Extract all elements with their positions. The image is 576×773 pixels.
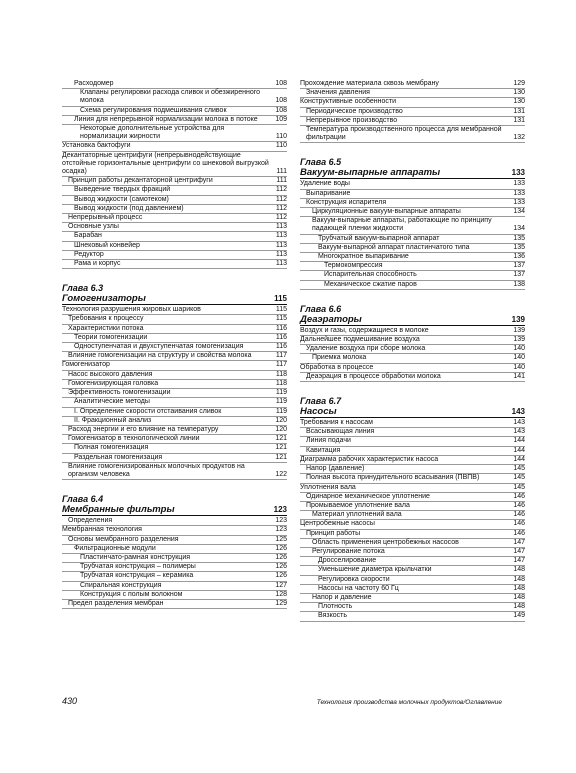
- toc-entry-title: Непрерывный процесс: [68, 214, 143, 222]
- toc-entry-page: 134: [513, 225, 525, 233]
- toc-entry-page: 119: [275, 407, 287, 415]
- toc-entry: [62, 352, 287, 361]
- toc-entry: [62, 389, 287, 398]
- toc-entry-page: 143: [513, 419, 525, 427]
- toc-entry-page: 137: [513, 262, 525, 270]
- chapter-title: Насосы: [300, 406, 337, 418]
- toc-entry: [300, 557, 525, 566]
- chapter-page: 115: [274, 294, 287, 304]
- chapter-label: Глава 6.7: [300, 396, 342, 407]
- toc-entry: [62, 205, 287, 214]
- toc-entry-title: Выпаривание: [306, 189, 351, 197]
- toc-entry-title: Насос высокого давления: [68, 370, 153, 378]
- toc-entry: [300, 108, 525, 117]
- toc-group-left2: [62, 306, 287, 480]
- toc-entry: [62, 380, 287, 389]
- toc-entry-page: 125: [275, 535, 287, 543]
- toc-entry: [300, 539, 525, 548]
- toc-entry-page: 131: [513, 116, 525, 124]
- toc-entry: [62, 563, 287, 572]
- toc-entry-page: 113: [275, 241, 287, 249]
- toc-entry-page: 110: [275, 142, 287, 150]
- toc-entry: [62, 107, 287, 116]
- toc-entry: [300, 327, 525, 336]
- toc-entry-page: 148: [513, 593, 525, 601]
- toc-entry-page: 112: [275, 195, 287, 203]
- toc-entry: [300, 511, 525, 520]
- toc-entry-page: 113: [275, 260, 287, 268]
- toc-entry: [62, 408, 287, 417]
- toc-entry-title: Напор (давление): [306, 465, 365, 473]
- toc-entry-page: 121: [275, 453, 287, 461]
- toc-entry: [62, 242, 287, 251]
- chapter-title: Деаэраторы: [300, 313, 362, 325]
- toc-entry-title: Дальнейшее подмешивание воздуха: [300, 336, 420, 344]
- toc-entry: [300, 520, 525, 529]
- toc-entry-page: 140: [513, 345, 525, 353]
- toc-entry-page: 149: [513, 612, 525, 620]
- toc-entry-title: Кавитация: [306, 446, 341, 454]
- toc-entry: [300, 126, 525, 143]
- toc-entry-page: 126: [275, 544, 287, 552]
- toc-entry-page: 113: [275, 223, 287, 231]
- toc-entry-title: Периодическое производство: [306, 107, 403, 115]
- toc-entry-page: 122: [275, 470, 287, 478]
- toc-group-left: [62, 80, 287, 269]
- toc-entry-title: Технология разрушения жировых шариков: [62, 306, 201, 314]
- toc-entry-page: 139: [513, 326, 525, 334]
- toc-entry-title: Требования к насосам: [300, 419, 373, 427]
- toc-entry-title: Принцип работы: [306, 529, 361, 537]
- toc-entry-page: 139: [513, 336, 525, 344]
- toc-left-column: [62, 80, 287, 609]
- toc-entry-page: 118: [275, 379, 287, 387]
- toc-entry: [300, 456, 525, 465]
- toc-entry-page: 134: [513, 208, 525, 216]
- toc-entry: [62, 517, 287, 526]
- toc-entry-title: Влияние гомогенизации на структуру и свойства молока: [68, 352, 252, 360]
- toc-entry-title: Плотность: [318, 603, 353, 611]
- toc-entry: [300, 190, 525, 199]
- toc-entry: [300, 465, 525, 474]
- chapter-title-row: [300, 167, 525, 179]
- toc-entry-title: Предел разделения мембран: [68, 599, 164, 607]
- toc-entry-title: Принцип работы декантаторной центрифуги: [68, 177, 213, 185]
- toc-entry-page: 136: [513, 253, 525, 261]
- toc-entry-page: 147: [513, 547, 525, 555]
- toc-entry-title: Конструкция с полым волокном: [80, 590, 183, 598]
- toc-entry-page: 131: [513, 107, 525, 115]
- toc-entry-title: Обработка в процессе: [300, 363, 374, 371]
- toc-entry-title: Линия подачи: [306, 437, 351, 445]
- toc-entry-title: Всасывающая линия: [306, 428, 375, 436]
- toc-entry-page: 130: [513, 89, 525, 97]
- toc-entry-title: Вакуум-выпарной аппарат пластинчатого типа: [318, 243, 470, 251]
- toc-entry-page: 115: [275, 315, 287, 323]
- toc-entry-page: 123: [275, 517, 287, 525]
- toc-entry-title: Одинарное механическое уплотнение: [306, 492, 430, 500]
- toc-entry: [300, 364, 525, 373]
- toc-entry: [62, 361, 287, 370]
- chapter-title: Вакуум-выпарные аппараты: [300, 167, 441, 179]
- toc-entry-page: 108: [275, 106, 287, 114]
- toc-entry: [62, 343, 287, 352]
- toc-entry-page: 132: [513, 134, 525, 142]
- toc-entry: [300, 585, 525, 594]
- toc-entry: [300, 354, 525, 363]
- toc-entry-title: Трубчатая конструкция – керамика: [80, 572, 194, 580]
- toc-entry-page: 129: [275, 599, 287, 607]
- toc-entry-page: 133: [513, 189, 525, 197]
- toc-entry-page: 144: [513, 455, 525, 463]
- toc-entry-page: 126: [275, 572, 287, 580]
- toc-entry: [300, 80, 525, 89]
- toc-entry: [62, 582, 287, 591]
- toc-entry-page: 108: [275, 97, 287, 105]
- chapter-label: Глава 6.4: [62, 494, 104, 505]
- toc-entry-page: 148: [513, 566, 525, 574]
- toc-entry: [62, 334, 287, 343]
- toc-entry-page: 121: [275, 435, 287, 443]
- toc-entry: [300, 576, 525, 585]
- toc-entry: [300, 271, 525, 280]
- toc-entry: [62, 545, 287, 554]
- toc-entry: [300, 373, 525, 382]
- toc-entry-title: II. Фракционный анализ: [74, 416, 152, 424]
- toc-entry-title: Характеристики потока: [68, 324, 144, 332]
- chapter-title-row: [300, 314, 525, 326]
- toc-entry-title: Пластинчато-рамная конструкция: [80, 553, 191, 561]
- toc-entry-page: 120: [275, 416, 287, 424]
- toc-group-right3: [300, 327, 525, 382]
- toc-entry: [62, 444, 287, 453]
- toc-entry: [300, 199, 525, 208]
- toc-entry-title: Раздельная гомогенизация: [74, 453, 163, 461]
- toc-entry-page: 130: [513, 98, 525, 106]
- toc-entry-title: Механическое сжатие паров: [324, 280, 417, 288]
- toc-entry-page: 137: [513, 271, 525, 279]
- toc-entry-page: 121: [275, 444, 287, 452]
- toc-entry: [62, 417, 287, 426]
- toc-entry-page: 146: [513, 529, 525, 537]
- toc-entry-title: Установка бактофуги: [62, 142, 131, 150]
- toc-entry: [62, 80, 287, 89]
- toc-entry-page: 148: [513, 584, 525, 592]
- toc-entry-title: Диаграмма рабочих характеристик насоса: [300, 455, 439, 463]
- toc-entry: [300, 180, 525, 189]
- toc-group-left3: [62, 517, 287, 609]
- toc-entry-title: Удаление воды: [300, 180, 350, 188]
- toc-entry-title: Конструкция испарителя: [306, 198, 387, 206]
- chapter-title-row: [62, 504, 287, 516]
- toc-entry: [62, 232, 287, 241]
- toc-entry-page: 147: [513, 538, 525, 546]
- toc-entry: [62, 554, 287, 563]
- toc-entry: [300, 474, 525, 483]
- toc-entry-page: 148: [513, 603, 525, 611]
- toc-entry-page: 119: [275, 398, 287, 406]
- toc-entry-title: Фильтрационные модули: [74, 544, 156, 552]
- toc-entry: [300, 612, 525, 621]
- toc-entry: [300, 603, 525, 612]
- toc-entry-title: Клапаны регулировки расхода сливок и обезжиренного молока: [80, 89, 261, 105]
- toc-entry-title: Мембранная технология: [62, 526, 142, 534]
- toc-entry-title: Трубчатый вакуум-выпарной аппарат: [318, 234, 440, 242]
- chapter-page: 143: [511, 407, 525, 417]
- toc-entry-title: Насосы на частоту 60 Гц: [318, 584, 399, 592]
- toc-entry-title: Напор и давление: [312, 593, 372, 601]
- chapter-page: 123: [273, 505, 287, 515]
- toc-entry-page: 144: [513, 437, 525, 445]
- page-footer: [62, 696, 502, 706]
- toc-entry-title: Центробежные насосы: [300, 520, 375, 528]
- toc-entry-title: Вывод жидкости (самотеком): [74, 195, 169, 203]
- toc-entry: [300, 336, 525, 345]
- toc-entry-title: Уплотнения вала: [300, 483, 356, 491]
- toc-entry: [62, 260, 287, 269]
- toc-entry-title: Схема регулирования подмешивания сливок: [80, 106, 227, 114]
- toc-entry: [62, 572, 287, 581]
- toc-entry: [300, 548, 525, 557]
- toc-entry-title: Промываемое уплотнение вала: [306, 501, 410, 509]
- toc-entry: [62, 426, 287, 435]
- toc-entry-page: 113: [275, 250, 287, 258]
- toc-entry: [300, 98, 525, 107]
- toc-entry: [62, 89, 287, 106]
- toc-entry-page: 117: [275, 361, 287, 369]
- toc-entry: [62, 214, 287, 223]
- toc-entry-page: 116: [275, 343, 287, 351]
- toc-entry-page: 111: [276, 168, 287, 176]
- toc-entry-page: 127: [275, 581, 287, 589]
- toc-entry: [300, 428, 525, 437]
- toc-entry: [62, 463, 287, 480]
- toc-entry-page: 117: [275, 352, 287, 360]
- toc-entry-page: 112: [275, 204, 287, 212]
- page-number: 430: [62, 696, 78, 706]
- toc-group-right1: [300, 80, 525, 143]
- toc-group-right4: [300, 419, 525, 621]
- toc-entry-title: Влияние гомогенизированных молочных продуктов на организм человека: [68, 462, 245, 478]
- toc-entry: [300, 484, 525, 493]
- toc-entry-page: 146: [513, 501, 525, 509]
- toc-entry: [62, 196, 287, 205]
- toc-entry-page: 118: [275, 370, 287, 378]
- toc-entry-page: 108: [275, 80, 287, 87]
- toc-entry-title: I. Определение скорости отстаивания сливок: [74, 407, 222, 415]
- toc-entry-title: Конструктивные особенности: [300, 98, 396, 106]
- toc-right-column: [300, 80, 525, 622]
- toc-entry: [300, 594, 525, 603]
- toc-entry-title: Регулировка скорости: [318, 575, 390, 583]
- toc-entry-title: Основы мембранного разделения: [68, 535, 179, 543]
- chapter-title: Гомогенизаторы: [62, 293, 146, 305]
- toc-entry: [300, 419, 525, 428]
- toc-entry-page: 112: [275, 214, 287, 222]
- chapter-label: Глава 6.3: [62, 283, 104, 294]
- toc-entry: [300, 493, 525, 502]
- toc-entry-title: Редуктор: [74, 250, 104, 258]
- toc-entry-title: Спиральная конструкция: [80, 581, 162, 589]
- toc-entry-page: 145: [513, 465, 525, 473]
- toc-entry: [62, 398, 287, 407]
- toc-entry: [300, 345, 525, 354]
- toc-group-right2: [300, 180, 525, 289]
- toc-entry-page: 126: [275, 553, 287, 561]
- toc-entry-title: Определения: [68, 517, 113, 525]
- toc-entry-page: 113: [275, 232, 287, 240]
- toc-entry-title: Гомогенизатор: [62, 361, 110, 369]
- toc-entry-title: Область применения центробежных насосов: [312, 538, 459, 546]
- toc-entry-title: Термокомпрессия: [324, 262, 383, 270]
- chapter-title-row: [300, 406, 525, 418]
- toc-entry-title: Некоторые дополнительные устройства для нормализации жирности: [80, 125, 225, 141]
- toc-entry-title: Материал уплотнений вала: [312, 511, 402, 519]
- toc-entry-title: Рама и корпус: [74, 260, 121, 268]
- toc-entry-page: 144: [513, 446, 525, 454]
- toc-entry-title: Эффективность гомогенизации: [68, 389, 171, 397]
- toc-entry-title: Полная гомогенизация: [74, 444, 149, 452]
- toc-entry: [62, 116, 287, 125]
- toc-entry-page: 110: [275, 133, 287, 141]
- toc-entry-page: 111: [276, 177, 287, 185]
- toc-entry-title: Вязкость: [318, 612, 347, 620]
- toc-entry: [62, 454, 287, 463]
- toc-entry-title: Испарительная способность: [324, 271, 417, 279]
- toc-entry-title: Гомогенизирующая головка: [68, 379, 159, 387]
- toc-entry-title: Декантаторные центрифуги (непрерывнодействующие отстойные горизонтальные центрифуги со шнековой выгрузкой осадка): [62, 151, 269, 176]
- toc-entry-page: 135: [513, 243, 525, 251]
- toc-entry-title: Уменьшение диаметра крыльчатки: [318, 566, 432, 574]
- chapter-page: 133: [511, 168, 525, 178]
- toc-entry-page: 146: [513, 520, 525, 528]
- toc-entry-page: 116: [275, 324, 287, 332]
- toc-entry-title: Шнековый конвейер: [74, 241, 140, 249]
- toc-entry-page: 140: [513, 363, 525, 371]
- toc-entry: [62, 591, 287, 600]
- toc-entry-title: Теории гомогенизации: [74, 333, 148, 341]
- chapter-title-row: [62, 293, 287, 305]
- toc-entry-title: Регулирование потока: [312, 547, 385, 555]
- running-head: Технология производства молочных продуктов/Оглавление: [316, 699, 502, 706]
- toc-entry-page: 138: [513, 280, 525, 288]
- toc-entry-title: Многократное выпаривание: [318, 253, 409, 261]
- toc-entry-title: Полная высота принудительного всасывания (ПВПВ): [306, 474, 480, 482]
- toc-entry-title: Аналитические методы: [74, 398, 150, 406]
- toc-entry-title: Расходомер: [74, 80, 114, 87]
- toc-entry-title: Расход энергии и его влияние на температуру: [68, 425, 219, 433]
- chapter-title: Мембранные фильтры: [62, 504, 175, 516]
- toc-entry-title: Барабан: [74, 232, 102, 240]
- toc-entry-page: 120: [275, 425, 287, 433]
- toc-entry-title: Приемка молока: [312, 354, 367, 362]
- toc-entry-page: 146: [513, 511, 525, 519]
- toc-entry-title: Значения давления: [306, 89, 370, 97]
- toc-entry-page: 129: [513, 80, 525, 87]
- toc-entry-page: 133: [513, 180, 525, 188]
- toc-entry-page: 119: [275, 389, 287, 397]
- toc-entry-title: Непрерывное производство: [306, 116, 398, 124]
- toc-entry: [300, 437, 525, 446]
- toc-entry-title: Удаление воздуха при сборе молока: [306, 345, 426, 353]
- toc-entry-title: Одноступенчатая и двухступенчатая гомогенизация: [74, 343, 244, 351]
- toc-entry-page: 123: [275, 526, 287, 534]
- toc-entry-page: 141: [513, 372, 525, 380]
- toc-entry-title: Основные узлы: [68, 223, 119, 231]
- toc-entry-page: 126: [275, 563, 287, 571]
- toc-entry-title: Воздух и газы, содержащиеся в молоке: [300, 326, 429, 334]
- toc-entry-page: 147: [513, 557, 525, 565]
- toc-entry-page: 148: [513, 575, 525, 583]
- toc-entry-page: 128: [275, 590, 287, 598]
- toc-entry: [300, 208, 525, 217]
- toc-entry: [62, 186, 287, 195]
- toc-entry-title: Вакуум-выпарные аппараты, работающие по принципу падающей пленки жидкости: [312, 217, 492, 233]
- toc-entry: [300, 117, 525, 126]
- toc-entry: [62, 125, 287, 142]
- toc-entry: [62, 371, 287, 380]
- toc-entry: [300, 217, 525, 234]
- toc-entry: [62, 435, 287, 444]
- toc-entry: [300, 447, 525, 456]
- toc-entry-page: 115: [275, 306, 287, 314]
- chapter-label: Глава 6.6: [300, 303, 342, 314]
- toc-entry: [62, 325, 287, 334]
- toc-entry-title: Прохождение материала сквозь мембрану: [300, 80, 439, 87]
- toc-entry-page: 135: [513, 234, 525, 242]
- toc-entry-page: 112: [275, 186, 287, 194]
- toc-entry-title: Температура производственного процесса для мембранной фильтрации: [306, 126, 502, 142]
- toc-entry: [62, 600, 287, 609]
- toc-entry-page: 145: [513, 483, 525, 491]
- chapter-page: 139: [511, 314, 525, 324]
- toc-entry-page: 109: [275, 115, 287, 123]
- toc-entry-page: 143: [513, 428, 525, 436]
- toc-entry-title: Циркуляционные вакуум-выпарные аппараты: [312, 208, 461, 216]
- toc-entry: [62, 315, 287, 324]
- toc-entry: [62, 526, 287, 535]
- toc-entry: [300, 530, 525, 539]
- toc-entry: [62, 152, 287, 178]
- toc-entry-page: 116: [275, 333, 287, 341]
- toc-entry: [62, 536, 287, 545]
- toc-entry-title: Трубчатая конструкция – полимеры: [80, 563, 196, 571]
- toc-entry-title: Дросселирование: [318, 557, 377, 565]
- toc-entry: [300, 281, 525, 290]
- toc-entry: [300, 253, 525, 262]
- toc-entry-page: 145: [513, 474, 525, 482]
- toc-entry-title: Линия для непрерывной нормализации молока в потоке: [74, 115, 258, 123]
- toc-entry: [300, 235, 525, 244]
- toc-entry-title: Требования к процессу: [68, 315, 144, 323]
- toc-entry: [300, 566, 525, 575]
- toc-entry-page: 140: [513, 354, 525, 362]
- toc-entry-page: 146: [513, 492, 525, 500]
- toc-entry-title: Деаэрация в процессе обработки молока: [306, 372, 441, 380]
- toc-entry-title: Вывод жидкости (под давлением): [74, 204, 184, 212]
- toc-entry: [62, 251, 287, 260]
- toc-entry: [62, 142, 287, 151]
- toc-entry-title: Гомогенизатор в технологической линии: [68, 435, 200, 443]
- toc-entry: [300, 502, 525, 511]
- toc-entry-title: Выведение твердых фракций: [74, 186, 171, 194]
- toc-entry-page: 133: [513, 198, 525, 206]
- chapter-label: Глава 6.5: [300, 157, 342, 168]
- toc-entry: [300, 244, 525, 253]
